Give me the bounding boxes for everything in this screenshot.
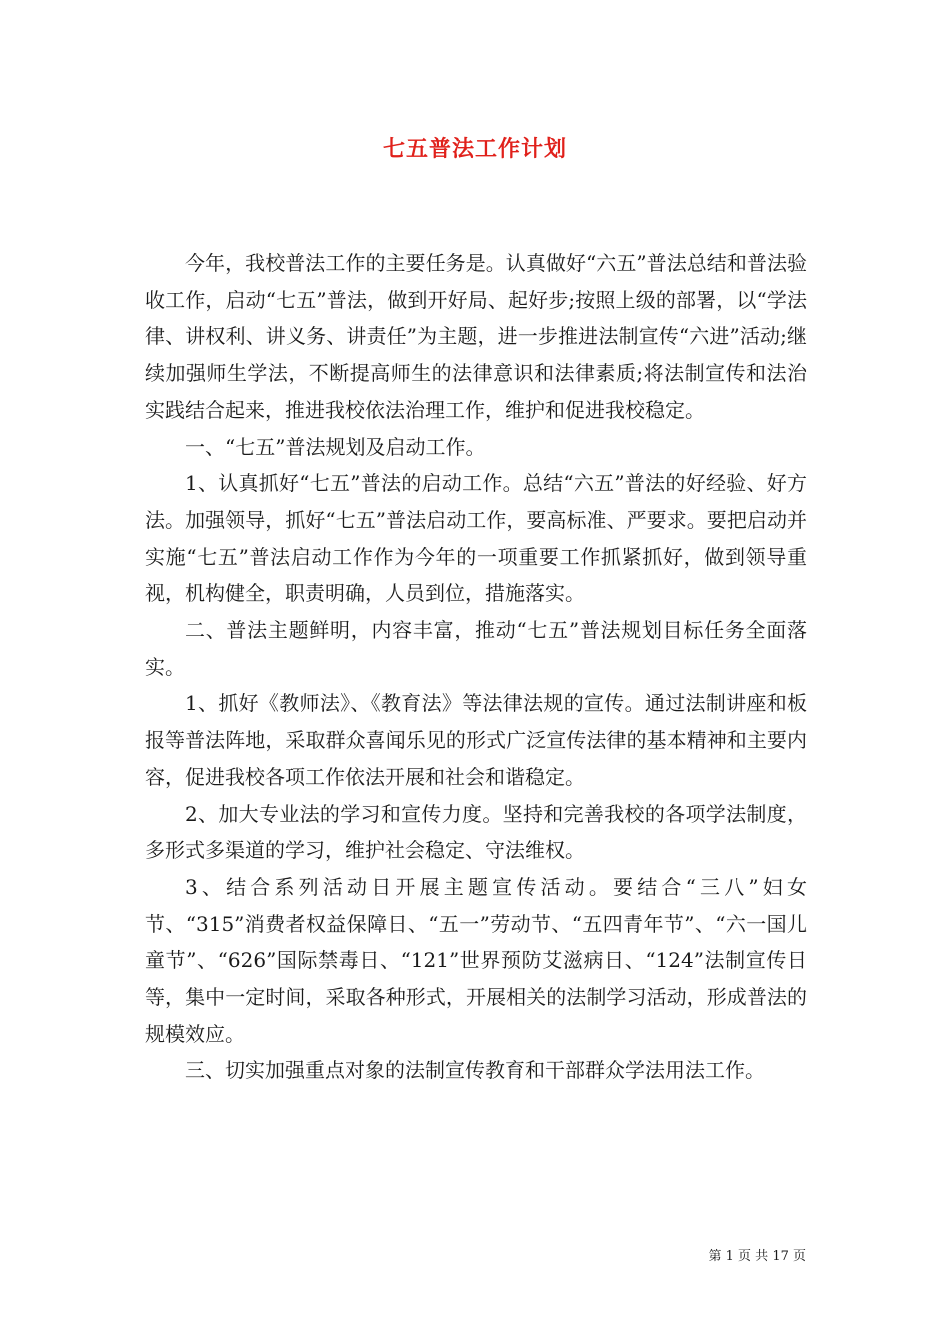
paragraph-2-2: 2、加大专业法的学习和宣传力度。坚持和完善我校的各项学法制度，多形式多渠道的学习，维护社会稳定、守法维权。 (145, 801, 807, 863)
section-heading-2: 二、普法主题鲜明，内容丰富，推动“七五”普法规划目标任务全面落实。 (145, 618, 807, 679)
paragraph-1-1: 1、认真抓好“七五”普法的启动工作。总结“六五”普法的好经验、好方法。加强领导，抓好“七五”普法启动工作，要高标准、严要求。要把启动并实施“七五”普法启动工作作为今年的一项重要工作抓紧抓好，做到领导重视，机构健全，职责明确，人员到位，措施落实。 (145, 471, 807, 606)
paragraph-2-1: 1、抓好《教师法》、《教育法》等法律法规的宣传。通过法制讲座和板报等普法阵地，采取群众喜闻乐见的形式广泛宣传法律的基本精神和主要内容，促进我校各项工作依法开展和社会和谐稳定。 (145, 691, 807, 789)
document-body (145, 245, 807, 1089)
paragraph-intro: 今年，我校普法工作的主要任务是。认真做好“六五”普法总结和普法验收工作，启动“七五”普法，做到开好局、起好步;按照上级的部署，以“学法律、讲权利、讲义务、讲责任”为主题，进一步推进法制宣传“六进”活动;继续加强师生学法，不断提高师生的法律意识和法律素质;将法制宣传和法治实践结合起来，推进我校依法治理工作，维护和促进我校稳定。 (145, 251, 807, 422)
page-number-footer: 第 1 页 共 17 页 (708, 1249, 806, 1264)
paragraph-2-3: 3、结合系列活动日开展主题宣传活动。要结合“三八”妇女节、“315”消费者权益保障日、“五一”劳动节、“五四青年节”、“六一国儿童节”、“626”国际禁毒日、“121”世界预防艾滋病日、“124”法制宣传日等，集中一定时间，采取各种形式，开展相关的法制学习活动，形成普法的规模效应。 (145, 874, 807, 1046)
section-heading-1: 一、“七五”普法规划及启动工作。 (185, 434, 486, 459)
document-title: 七五普法工作计划 (382, 136, 567, 162)
section-heading-3: 三、切实加强重点对象的法制宣传教育和干部群众学法用法工作。 (185, 1058, 765, 1083)
